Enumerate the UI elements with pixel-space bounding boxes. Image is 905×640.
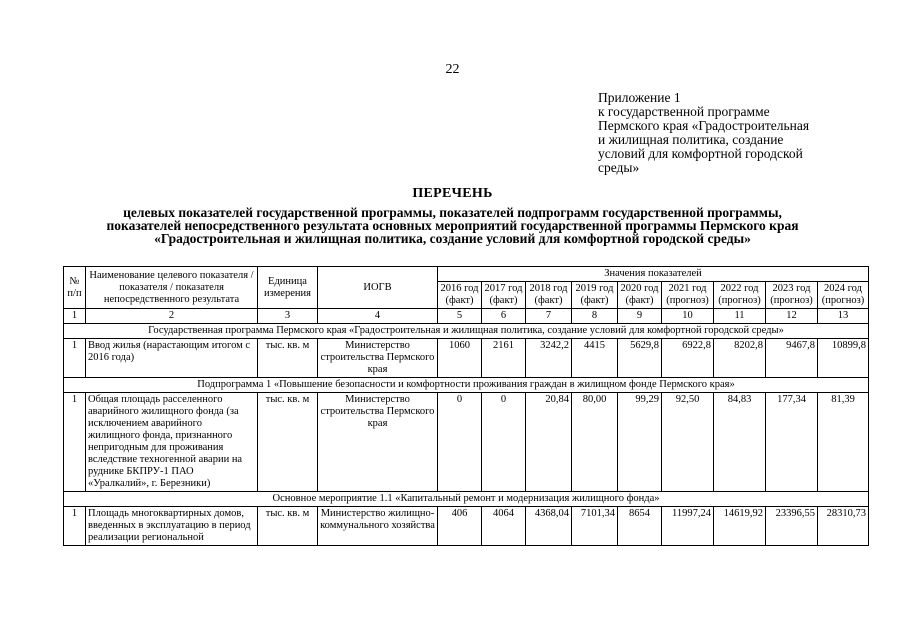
column-number: 3	[258, 309, 318, 324]
section-title: Основное мероприятие 1.1 «Капитальный ремонт и модернизация жилищного фонда»	[64, 492, 869, 507]
row-value-2019: 4415	[572, 339, 618, 378]
row-value-2020: 5629,8	[618, 339, 662, 378]
row-iogv: Министерство жилищно-коммунального хозяйства	[318, 507, 438, 546]
row-value-2022: 14619,92	[714, 507, 766, 546]
header-name: Наименование целевого показателя / показателя / показателя непосредственного результата	[86, 267, 258, 309]
row-value-2024: 81,39	[818, 393, 869, 492]
row-value-2021: 6922,8	[662, 339, 714, 378]
header-year: 2024 год (прогноз)	[818, 282, 869, 309]
subtitle-line: показателей непосредственного результата основных мероприятий государственной программы Пермского края	[106, 218, 799, 233]
header-year: 2017 год (факт)	[482, 282, 526, 309]
header-iogv: ИОГВ	[318, 267, 438, 309]
document-subtitle	[40, 206, 865, 245]
row-value-2019: 80,00	[572, 393, 618, 492]
header-unit: Единица измерения	[258, 267, 318, 309]
row-unit: тыс. кв. м	[258, 339, 318, 378]
subtitle-line: «Градостроительная и жилищная политика, создание условий для комфортной городской среды»	[154, 231, 751, 246]
row-value-2021: 11997,24	[662, 507, 714, 546]
appendix-note	[598, 91, 878, 175]
row-value-2024: 10899,8	[818, 339, 869, 378]
column-number: 13	[818, 309, 869, 324]
row-value-2018: 20,84	[526, 393, 572, 492]
row-value-2021: 92,50	[662, 393, 714, 492]
row-num: 1	[64, 507, 86, 546]
header-year: 2021 год (прогноз)	[662, 282, 714, 309]
column-number: 7	[526, 309, 572, 324]
row-value-2022: 84,83	[714, 393, 766, 492]
column-number: 9	[618, 309, 662, 324]
row-name: Общая площадь расселенного аварийного жилищного фонда (за исключением аварийного жилищного фонда, признанного непригодным для проживания вследствие техногенной аварии на руднике БКПРУ-1 ПАО «Уралкалий», г. Березники)	[86, 393, 258, 492]
page-number: 22	[445, 62, 460, 77]
column-number: 12	[766, 309, 818, 324]
indicators-table	[63, 266, 869, 546]
row-num: 1	[64, 339, 86, 378]
section-title: Государственная программа Пермского края «Градостроительная и жилищная политика, создание условий для комфортной городской среды»	[64, 324, 869, 339]
row-value-2018: 3242,2	[526, 339, 572, 378]
header-row	[64, 267, 869, 282]
section-title: Подпрограмма 1 «Повышение безопасности и комфортности проживания граждан в жилищном фонде Пермского края»	[64, 378, 869, 393]
appendix-line: условий для комфортной городской	[598, 146, 803, 161]
header-year: 2016 год (факт)	[438, 282, 482, 309]
section-row-subprogram	[64, 378, 869, 393]
header-year: 2019 год (факт)	[572, 282, 618, 309]
section-row-activity	[64, 492, 869, 507]
column-number: 6	[482, 309, 526, 324]
column-number: 10	[662, 309, 714, 324]
document-title: ПЕРЕЧЕНЬ	[412, 186, 493, 201]
row-num: 1	[64, 393, 86, 492]
row-value-2017: 4064	[482, 507, 526, 546]
appendix-line: Пермского края «Градостроительная	[598, 118, 810, 133]
row-iogv: Министерство строительства Пермского края	[318, 339, 438, 378]
row-value-2018: 4368,04	[526, 507, 572, 546]
column-number: 2	[86, 309, 258, 324]
subtitle-line: целевых показателей государственной программы, показателей подпрограмм государственной программы,	[123, 205, 782, 220]
header-year: 2018 год (факт)	[526, 282, 572, 309]
appendix-line: среды»	[598, 160, 640, 175]
appendix-line: к государственной программе	[598, 104, 770, 119]
row-iogv: Министерство строительства Пермского края	[318, 393, 438, 492]
column-number-row	[64, 309, 869, 324]
appendix-line: Приложение 1	[598, 90, 681, 105]
column-number: 8	[572, 309, 618, 324]
header-num: № п/п	[64, 267, 86, 309]
row-name: Ввод жилья (нарастающим итогом с 2016 года)	[86, 339, 258, 378]
appendix-line: и жилищная политика, создание	[598, 132, 784, 147]
column-number: 1	[64, 309, 86, 324]
section-row-program	[64, 324, 869, 339]
row-name: Площадь многоквартирных домов, введенных в эксплуатацию в период реализации региональной	[86, 507, 258, 546]
row-value-2022: 8202,8	[714, 339, 766, 378]
row-unit: тыс. кв. м	[258, 393, 318, 492]
row-value-2017: 2161	[482, 339, 526, 378]
row-value-2024: 28310,73	[818, 507, 869, 546]
row-value-2023: 177,34	[766, 393, 818, 492]
row-value-2020: 99,29	[618, 393, 662, 492]
header-year: 2023 год (прогноз)	[766, 282, 818, 309]
row-value-2016: 0	[438, 393, 482, 492]
header-year: 2020 год (факт)	[618, 282, 662, 309]
column-number: 11	[714, 309, 766, 324]
header-year: 2022 год (прогноз)	[714, 282, 766, 309]
row-value-2019: 7101,34	[572, 507, 618, 546]
row-value-2016: 406	[438, 507, 482, 546]
row-value-2020: 8654	[618, 507, 662, 546]
table-row	[64, 339, 869, 378]
row-value-2023: 9467,8	[766, 339, 818, 378]
header-values-group: Значения показателей	[438, 267, 869, 282]
row-value-2016: 1060	[438, 339, 482, 378]
row-value-2023: 23396,55	[766, 507, 818, 546]
row-value-2017: 0	[482, 393, 526, 492]
row-unit: тыс. кв. м	[258, 507, 318, 546]
column-number: 4	[318, 309, 438, 324]
table-row	[64, 507, 869, 546]
column-number: 5	[438, 309, 482, 324]
table-row	[64, 393, 869, 492]
